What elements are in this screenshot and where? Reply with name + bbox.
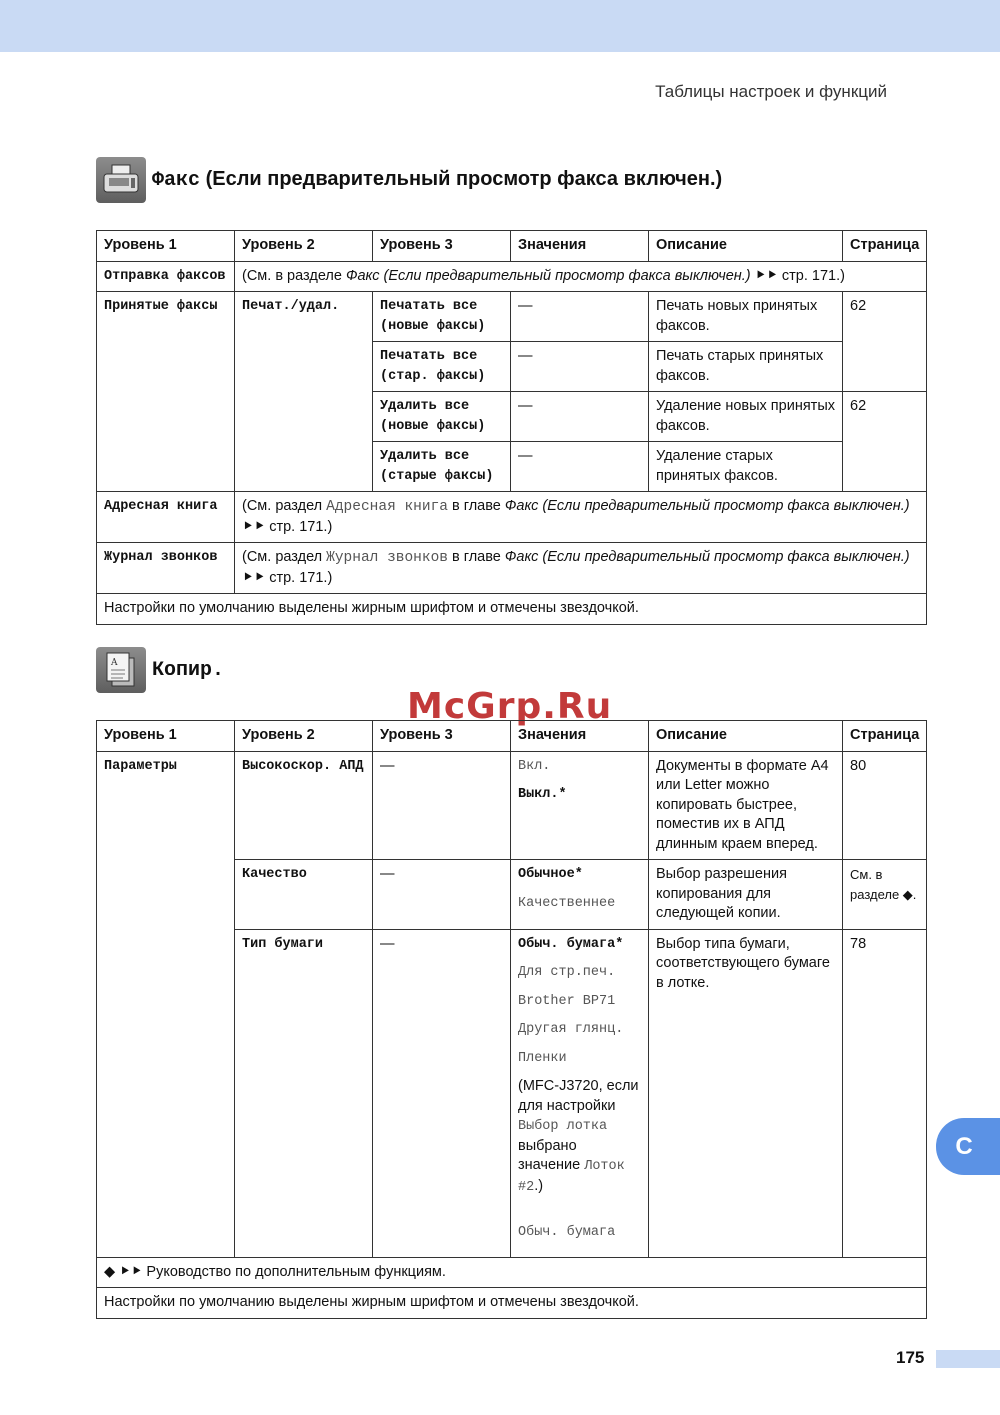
value-option: Brother BP71 xyxy=(518,993,616,1009)
tray-note: (MFC-J3720, если для настройки Выбор лотка выбрано значение Лоток #2.) xyxy=(518,1078,639,1195)
value-option: Качественнее xyxy=(518,895,616,911)
col-header: Уровень 2 xyxy=(235,231,373,262)
level3-item: Удалить все (старые факсы) xyxy=(373,442,511,492)
values-cell xyxy=(511,929,649,1257)
table-row xyxy=(97,292,927,342)
col-header: Уровень 3 xyxy=(373,231,511,262)
level1-call-history: Журнал звонков xyxy=(97,543,235,594)
level3-item: Печатать все (стар. факсы) xyxy=(373,342,511,392)
page-number: 175 xyxy=(896,1348,925,1367)
table-header-row xyxy=(97,721,927,752)
col-header: Страница xyxy=(843,721,927,752)
level3-item: — xyxy=(373,860,511,930)
svg-text:A: A xyxy=(111,658,118,668)
page-cell: 62 xyxy=(843,392,927,492)
value-option-default: Обычное* xyxy=(518,867,583,882)
description-cell: Печать старых принятых факсов. xyxy=(649,342,843,392)
copy-section-heading xyxy=(96,647,224,693)
values-cell xyxy=(511,751,649,860)
fax-settings-table xyxy=(96,230,927,625)
level3-item: Печатать все (новые факсы) xyxy=(373,292,511,342)
description-cell: Печать новых принятых факсов. xyxy=(649,292,843,342)
level1-address-book: Адресная книга xyxy=(97,492,235,543)
level3-item: — xyxy=(373,929,511,1257)
level3-item: Удалить все (новые факсы) xyxy=(373,392,511,442)
values-cell xyxy=(511,860,649,930)
description-cell: Удаление старых принятых факсов. xyxy=(649,442,843,492)
table-row xyxy=(97,543,927,594)
fax-icon xyxy=(96,157,146,203)
value-option: Вкл. xyxy=(518,758,551,774)
call-history-reference: (См. раздел Журнал звонков в главе Факс (Если предварительный просмотр факса выключен.) ⯈⯈ стр. 171.) xyxy=(235,543,927,594)
level1-options: Параметры xyxy=(97,751,235,1257)
description-cell: Выбор типа бумаги, соответствующего бумаге в лотке. xyxy=(649,929,843,1257)
level2-item: Качество xyxy=(235,860,373,930)
value-option: Другая глянц. xyxy=(518,1022,624,1037)
value-option-default: Выкл.* xyxy=(518,787,567,802)
page-cell: См. в разделе ◆. xyxy=(843,860,927,930)
page-cell: 78 xyxy=(843,929,927,1257)
table-row xyxy=(97,751,927,860)
level1-received-faxes: Принятые факсы xyxy=(97,292,235,492)
col-header: Уровень 3 xyxy=(373,721,511,752)
fax-section-title: Факс (Если предварительный просмотр факса включен.) xyxy=(152,168,723,192)
level2-item: Высокоскор. АПД xyxy=(235,751,373,860)
value-cell: — xyxy=(511,442,649,492)
col-header: Значения xyxy=(511,721,649,752)
col-header: Описание xyxy=(649,721,843,752)
level1-send-fax: Отправка факсов xyxy=(97,261,235,292)
col-header: Значения xyxy=(511,231,649,262)
table-row xyxy=(97,261,927,292)
top-banner xyxy=(0,0,1000,52)
col-header: Уровень 1 xyxy=(97,721,235,752)
table-footnote: Настройки по умолчанию выделены жирным шрифтом и отмечены звездочкой. xyxy=(97,594,927,625)
page-cell: 62 xyxy=(843,292,927,392)
running-header: Таблицы настроек и функций xyxy=(655,82,887,101)
col-header: Уровень 1 xyxy=(97,231,235,262)
col-header: Страница xyxy=(843,231,927,262)
copy-section-title: Копир. xyxy=(152,658,225,682)
table-header-row xyxy=(97,231,927,262)
table-footnote: Настройки по умолчанию выделены жирным шрифтом и отмечены звездочкой. xyxy=(97,1288,927,1319)
value-cell: — xyxy=(511,342,649,392)
level2-item: Тип бумаги xyxy=(235,929,373,1257)
description-cell: Выбор разрешения копирования для следующей копии. xyxy=(649,860,843,930)
col-header: Уровень 2 xyxy=(235,721,373,752)
level2-print-delete: Печат./удал. xyxy=(235,292,373,492)
table-footer-row xyxy=(97,1257,927,1288)
value-option: Обыч. бумага xyxy=(518,1225,616,1240)
col-header: Описание xyxy=(649,231,843,262)
value-cell: — xyxy=(511,292,649,342)
table-footnote: ◆ ⯈⯈ Руководство по дополнительным функциям. xyxy=(97,1257,927,1288)
value-cell: — xyxy=(511,392,649,442)
table-row xyxy=(97,492,927,543)
copy-document-icon xyxy=(96,647,146,693)
value-option: Для стр.печ. xyxy=(518,965,616,980)
table-footer-row xyxy=(97,594,927,625)
chapter-tab: C xyxy=(936,1118,1000,1175)
value-option: Пленки xyxy=(518,1050,567,1066)
page-number-bar xyxy=(936,1350,1000,1368)
fax-section-heading xyxy=(96,157,722,203)
address-book-reference: (См. раздел Адресная книга в главе Факс (Если предварительный просмотр факса выключен.) ⯈⯈ стр. 171.) xyxy=(235,492,927,543)
send-fax-reference: (См. в разделе Факс (Если предварительный просмотр факса выключен.) ⯈⯈ стр. 171.) xyxy=(235,261,927,292)
table-footer-row xyxy=(97,1288,927,1319)
watermark: McGrp.Ru xyxy=(407,686,613,727)
description-cell: Удаление новых принятых факсов. xyxy=(649,392,843,442)
value-option-default: Обыч. бумага* xyxy=(518,936,624,952)
description-cell: Документы в формате A4 или Letter можно копировать быстрее, поместив их в АПД длинным краем вперед. xyxy=(649,751,843,860)
copy-settings-table xyxy=(96,720,927,1319)
level3-item: — xyxy=(373,751,511,860)
page-cell: 80 xyxy=(843,751,927,860)
